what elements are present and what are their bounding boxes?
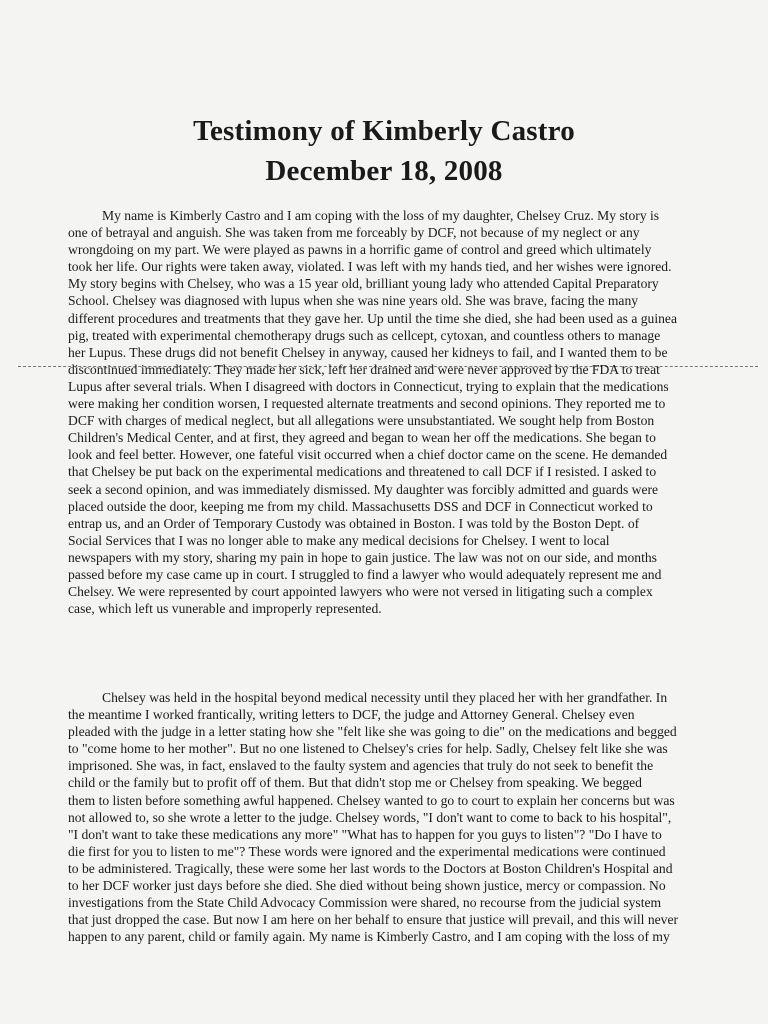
text-line: to "come home to her mother". But no one listened to Chelsey's cries for help. Sadly, Chelsey felt like she was: [68, 741, 668, 757]
text-line: different procedures and treatments that they gave her. Up until the time she died, she had been used as a guinea: [68, 310, 677, 326]
text-line: newspapers with my story, sharing my pain in hope to gain justice. The law was not on our side, and months: [68, 549, 657, 565]
text-line: her Lupus. These drugs did not benefit Chelsey in anyway, caused her kidneys to fail, and I wanted them to be: [68, 344, 668, 360]
text-line: My story begins with Chelsey, who was a 15 year old, brilliant young lady who attended Capital Preparatory: [68, 276, 659, 292]
text-line: Children's Medical Center, and at first, they agreed and began to wean her off the medications. She began to: [68, 430, 656, 446]
text-line: case, which left us vunerable and improperly represented.: [68, 601, 382, 617]
paragraph-2: [68, 689, 708, 945]
text-line: that Chelsey be put back on the experimental medications and threatened to call DCF if I resisted. I asked to: [68, 464, 657, 480]
text-line: Social Services that I was no longer able to make any medical decisions for Chelsey. I went to local: [68, 532, 610, 548]
document-title: Testimony of Kimberly Castro: [193, 115, 575, 147]
text-line: one of betrayal and anguish. She was taken from me forceably by DCF, not because of my neglect or any: [68, 225, 640, 241]
text-line: entrap us, and an Order of Temporary Custody was obtained in Boston. I was told by the Boston Dept. of: [68, 515, 640, 531]
text-line: to her DCF worker just days before she died. She died without being shown justice, mercy or compassion. No: [68, 878, 666, 894]
text-line: imprisoned. She was, in fact, enslaved to the faulty system and agencies that truly do not seek to benefit the: [68, 758, 654, 774]
text-line: School. Chelsey was diagnosed with lupus when she was nine years old. She was brave, facing the many: [68, 293, 639, 309]
text-line: DCF with charges of medical neglect, but all allegations were unsubstantiated. We sought help from Boston: [68, 413, 655, 429]
text-line: My name is Kimberly Castro and I am coping with the loss of my daughter, Chelsey Cruz. My story is: [102, 208, 660, 223]
text-line: wrongdoing on my part. We were played as pawns in a horrific game of control and greed which ultimately: [68, 242, 652, 258]
text-line: them to listen before something awful happened. Chelsey wanted to go to court to explain her concerns but was: [68, 792, 675, 808]
text-line: die first for you to listen to me"? These words were ignored and the experimental medications were continued: [68, 843, 666, 859]
text-line: were making her condition worsen, I requested alternate treatments and second opinions. They reported me to: [68, 396, 666, 412]
text-line: to be administered. Tragically, these were some her last words to the Doctors at Boston Children's Hospital and: [68, 860, 673, 876]
text-line: the meantime I worked frantically, writing letters to DCF, the judge and Attorney General. Chelsey even: [68, 707, 635, 723]
text-line: pig, treated with experimental chemotherapy drugs such as cellcept, cytoxan, and countless others to manage: [68, 327, 661, 343]
text-line: placed outside the door, keeping me from my child. Massachusetts DSS and DCF in Connecticut worked to: [68, 498, 653, 514]
text-line: discontinued immediately. They made her sick, left her drained and were never approved by the FDA to treat: [68, 361, 660, 377]
text-line: seek a second opinion, and was immediately dismissed. My daughter was forcibly admitted and guards were: [68, 481, 659, 497]
text-line: happen to any parent, child or family again. My name is Kimberly Castro, and I am coping with the loss of my: [68, 929, 670, 945]
text-line: that just dropped the case. But now I am here on her behalf to ensure that justice will prevail, and this will never: [68, 912, 679, 928]
text-line: Chelsey was held in the hospital beyond medical necessity until they placed her with her grandfather. In: [102, 690, 668, 705]
text-line: Chelsey. We were represented by court appointed lawyers who were not versed in litigating such a complex: [68, 584, 653, 600]
text-line: child or the family but to profit off of them. But that didn't stop me or Chelsey from speaking. We begged: [68, 775, 642, 791]
text-line: "I don't want to take these medications any more" "What has to happen for you guys to listen"? "Do I have to: [68, 826, 662, 842]
text-line: took her life. Our rights were taken away, violated. I was left with my hands tied, and her wishes were ignored.: [68, 259, 672, 275]
text-line: pleaded with the judge in a letter stating how she "felt like she was going to die" on the medications and begged: [68, 724, 677, 740]
text-line: passed before my case came up in court. I struggled to find a lawyer who would adequately represent me and: [68, 566, 662, 582]
paragraph-1: [68, 207, 708, 617]
text-line: not allowed to, so she wrote a letter to the judge. Chelsey words, "I don't want to come to back to his hospital",: [68, 809, 672, 825]
text-line: Lupus after several trials. When I disagreed with doctors in Connecticut, trying to explain that the medications: [68, 378, 669, 394]
document-date: December 18, 2008: [265, 155, 503, 187]
text-line: investigations from the State Child Advocacy Commission were shared, no recourse from the judicial system: [68, 895, 662, 911]
text-line: look and feel better. However, one fateful visit occurred when a chief doctor came on the scene. He demanded: [68, 447, 668, 463]
